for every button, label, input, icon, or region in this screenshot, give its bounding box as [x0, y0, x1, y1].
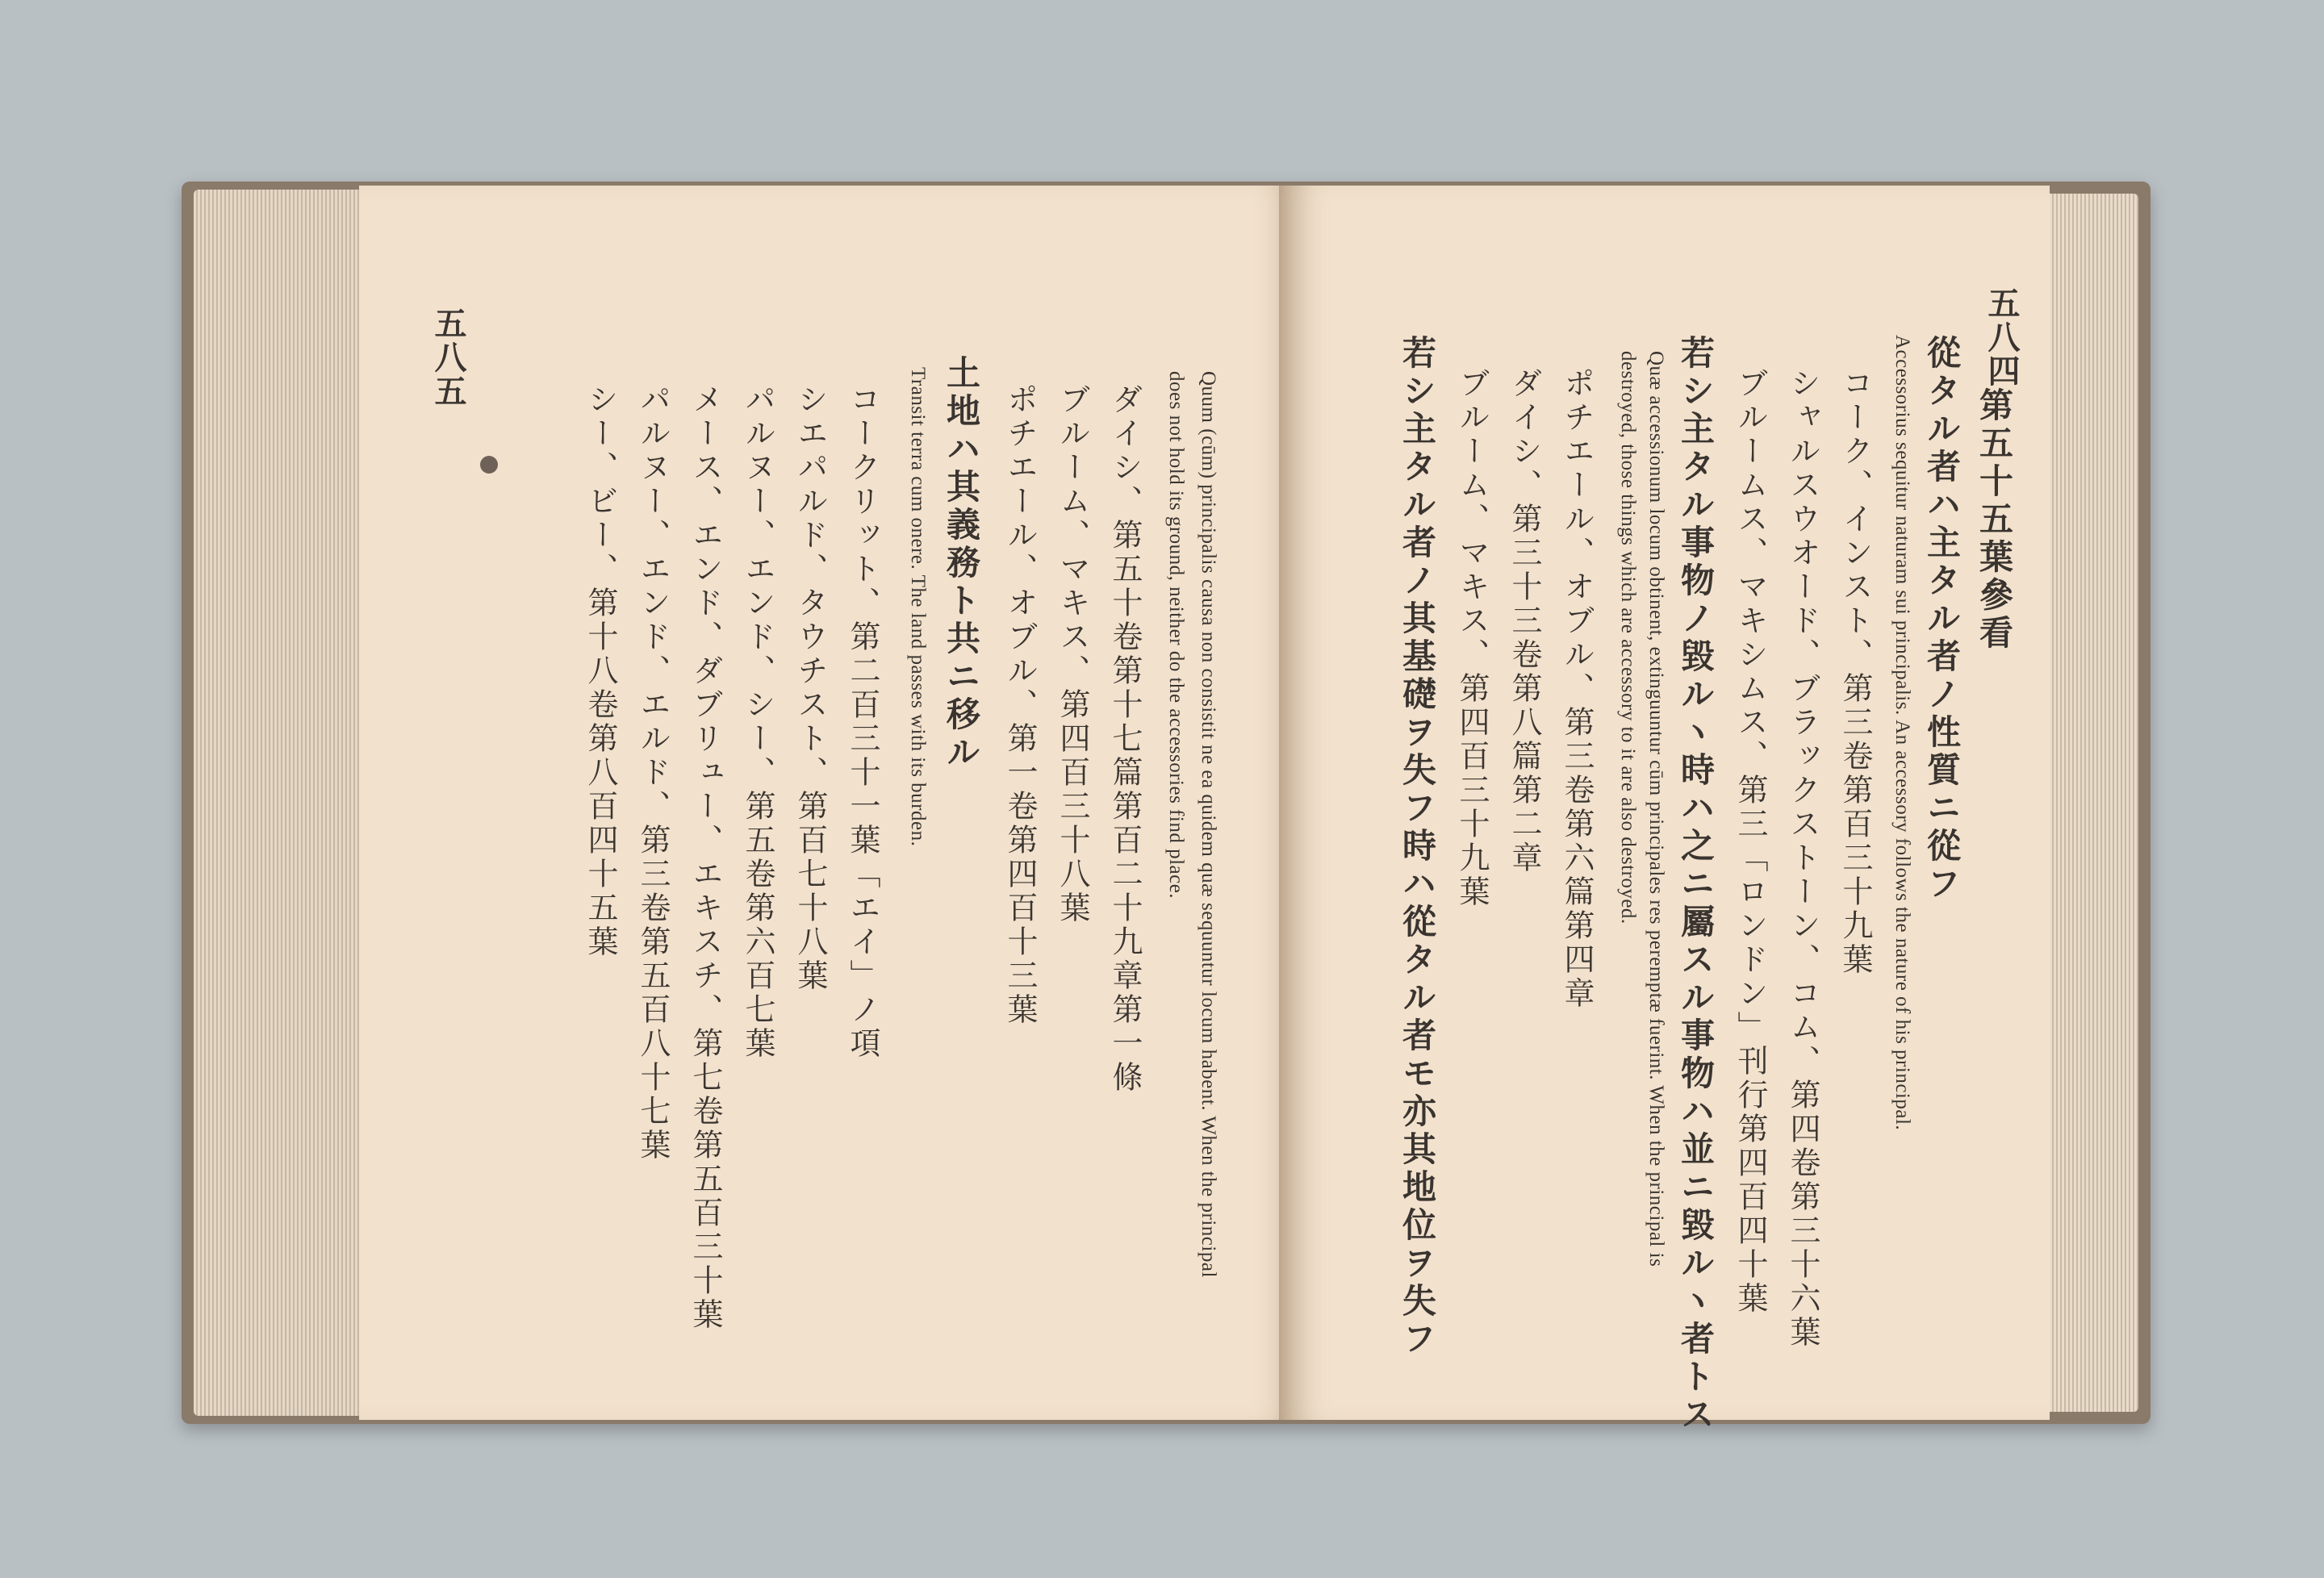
left-citation-3: ポチエール、オブル、第一卷第四百十三葉: [1002, 383, 1038, 1027]
left-latin-maxim-1: Quum (cūm) principalis causa non consistit ne ea quidem quæ sequuntur locum habent. When the principal: [1198, 371, 1219, 1278]
right-maxim-heading-1: 從タル者ハ主タル者ノ性質ニ從フ: [1922, 335, 1962, 904]
binding-hole: [480, 456, 498, 474]
left-latin-maxim-1-cont: does not hold its ground, neither do the accessories find place.: [1165, 371, 1187, 900]
left-citation-2: ブルーム、マキス、第四百三十八葉: [1055, 383, 1090, 925]
right-page-number: 五八四: [1983, 286, 2021, 388]
right-latin-maxim-2-cont: destroyed, those things which are accessory to it are also destroyed.: [1617, 351, 1639, 925]
right-maxim-heading-2: 若シ主タル事物ノ毀ルヽ時ハ之ニ屬スル事物ハ並ニ毀ルヽ者トス: [1676, 335, 1716, 1434]
left-page-edges: [194, 190, 371, 1416]
right-maxim-heading-3: 若シ主タル者ノ其基礎ヲ失フ時ハ從タル者モ亦其地位ヲ失フ: [1398, 335, 1437, 1359]
right-latin-maxim-2: Quæ accessionum locum obtinent, extinguuntur cūm principales res peremptæ fuerint. When the principal is: [1645, 351, 1667, 1267]
left-citation-9: シー、ビー、第十八卷第八百四十五葉: [583, 383, 618, 959]
right-latin-maxim-1: Accessorius sequitur naturam sui principalis. An accessory follows the nature of his principal.: [1891, 335, 1913, 1131]
right-citation-4: ポチエール、オブル、第三卷第六篇第四章: [1559, 367, 1595, 1011]
right-reference-heading: 第五十五葉參看: [1975, 387, 2014, 653]
left-citation-7: メース、エンド、ダブリュー、エキスチ、第七卷第五百三十葉: [688, 383, 723, 1332]
left-citation-6: パルヌー、エンド、シー、第五卷第六百七葉: [740, 383, 775, 1061]
left-page: [359, 186, 1291, 1420]
right-citation-1: コーク、インスト、第三卷第百三十九葉: [1837, 367, 1873, 977]
left-citation-5: シエパルド、タウチスト、第百七十八葉: [792, 383, 828, 993]
left-citation-4: コークリット、第二百三十一葉「エイ」ノ項: [845, 383, 880, 1061]
left-page-number: 五八五: [429, 307, 467, 408]
left-latin-maxim-2: Transit terra cum onere. The land passes with its burden.: [907, 367, 929, 847]
open-book: [182, 182, 2151, 1434]
left-maxim-heading: 土地ハ其義務ト共ニ移ル: [942, 355, 981, 772]
left-citation-8: パルヌー、エンド、エルド、第三卷第五百八十七葉: [635, 383, 671, 1163]
right-page: [1291, 186, 2050, 1434]
right-citation-2: シャルスウオード、ブラックストーン、コム、第四卷第三十六葉: [1785, 367, 1820, 1350]
right-citation-5: ダイシ、第三十三卷第八篇第二章: [1507, 367, 1542, 875]
right-citation-3: ブルームス、マキシムス、第三「ロンドン」刊行第四百四十葉: [1733, 367, 1768, 1316]
left-citation-1: ダイシ、第五十卷第十七篇第百二十九章第一條: [1107, 383, 1143, 1095]
right-citation-6: ブルーム、マキス、第四百三十九葉: [1454, 367, 1490, 909]
